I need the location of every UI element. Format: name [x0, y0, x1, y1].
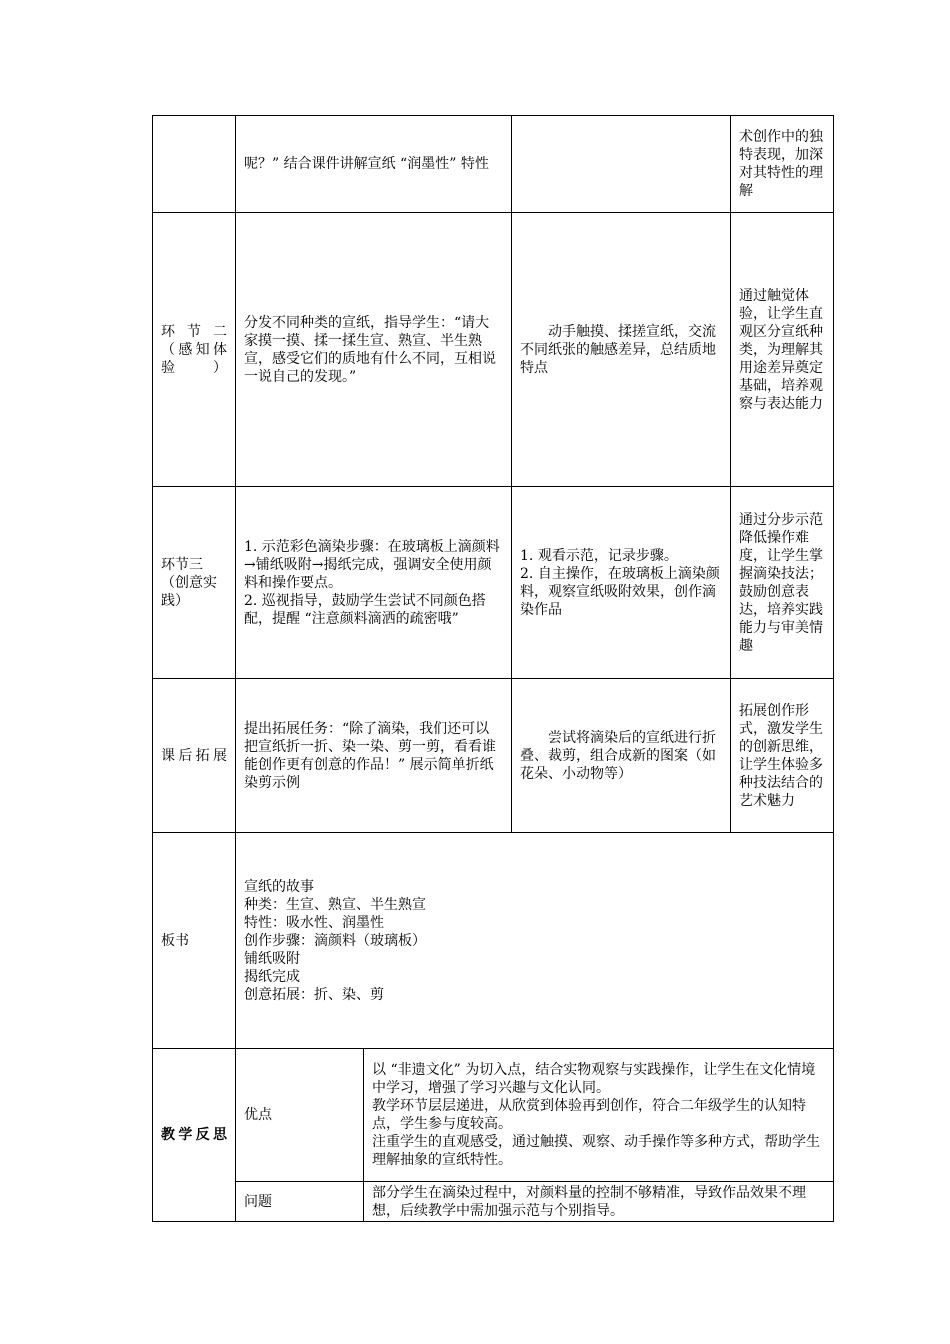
design-intent-cell: 通过触觉体验，让学生直观区分宣纸种类，为理解其用途差异奠定基础，培养观察与表达能力 — [731, 213, 834, 487]
student-step-1: 1. 观看示范，记录步骤。 — [520, 547, 678, 564]
table-row-reflection-cons — [153, 1182, 834, 1222]
teacher-step-2: 2. 巡视指导，鼓励学生尝试不同颜色搭配，提醒 “注意颜料滴洒的疏密哦” — [244, 592, 486, 627]
teacher-activity-cell: 呢？” 结合课件讲解宣纸 “润墨性” 特性 — [236, 116, 512, 213]
board-line: 揭纸完成 — [244, 968, 300, 985]
design-intent-cell: 术创作中的独特表现，加深对其特性的理解 — [731, 116, 834, 213]
design-intent-cell: 通过分步示范降低操作难度，让学生掌握滴染技法；鼓励创意表达，培养实践能力与审美情趣 — [731, 487, 834, 679]
cons-content-cell: 部分学生在滴染过程中，对颜料量的控制不够精准，导致作品效果不理想，后续教学中需加强示范与个别指导。 — [364, 1182, 834, 1222]
board-line: 铺纸吸附 — [244, 950, 300, 967]
board-label-cell: 板书 — [153, 833, 236, 1049]
student-activity-cell: 尝试将滴染后的宣纸进行折叠、裁剪，组合成新的图案（如花朵、小动物等） — [512, 679, 731, 833]
pros-content-cell — [364, 1049, 834, 1182]
board-line: 种类：生宣、熟宣、半生熟宣 — [244, 896, 426, 913]
table-row-stage-3 — [153, 487, 834, 679]
student-activity-cell — [512, 487, 731, 679]
teacher-activity-cell: 分发不同种类的宣纸，指导学生：“请大家摸一摸、揉一揉生宣、熟宣、半生熟宣，感受它们的质地有什么不同，互相说一说自己的发现。” — [236, 213, 512, 487]
board-line: 特性：吸水性、润墨性 — [244, 914, 384, 931]
board-line: 创意拓展：折、染、剪 — [244, 986, 384, 1003]
table-row-continuation — [153, 116, 834, 213]
design-intent-cell: 拓展创作形式，激发学生的创新思维，让学生体验多种技法结合的艺术魅力 — [731, 679, 834, 833]
student-step-2: 2. 自主操作，在玻璃板上滴染颜料，观察宣纸吸附效果，创作滴染作品 — [520, 565, 720, 618]
table-row-reflection-pros — [153, 1049, 834, 1182]
student-activity-cell — [512, 116, 731, 213]
table-row-board — [153, 833, 834, 1049]
stage-label-cell: 课后拓展 — [153, 679, 236, 833]
teacher-activity-cell: 提出拓展任务：“除了滴染，我们还可以把宣纸折一折、染一染、剪一剪，看看谁能创作更有创意的作品！” 展示简单折纸染剪示例 — [236, 679, 512, 833]
reflection-label-cell: 教学反思 — [153, 1049, 236, 1222]
teacher-step-1: 1. 示范彩色滴染步骤：在玻璃板上滴颜料→铺纸吸附→揭纸完成，强调安全使用颜料和操作要点。 — [244, 538, 500, 591]
student-activity-cell: 动手触摸、揉搓宣纸，交流不同纸张的触感差异，总结质地特点 — [512, 213, 731, 487]
stage-label-cell: 环节二（感知体验） — [153, 213, 236, 487]
table-row-stage-2 — [153, 213, 834, 487]
pros-label-cell: 优点 — [236, 1049, 364, 1182]
stage-label-cell: 环节三（创意实践） — [153, 487, 236, 679]
board-content-cell — [236, 833, 834, 1049]
cons-label-cell: 问题 — [236, 1182, 364, 1222]
pros-item: 以 “非遗文化” 为切入点，结合实物观察与实践操作，让学生在文化情境中学习，增强了学习兴趣与文化认同。 — [372, 1062, 816, 1096]
table-row-extension — [153, 679, 834, 833]
pros-item: 教学环节层层递进，从欣赏到体验再到创作，符合二年级学生的认知特点，学生参与度较高。 — [372, 1098, 806, 1132]
stage-label-cell — [153, 116, 236, 213]
board-line: 创作步骤：滴颜料（玻璃板） — [244, 932, 426, 949]
teacher-activity-cell — [236, 487, 512, 679]
board-line: 宣纸的故事 — [244, 878, 314, 895]
pros-item: 注重学生的直观感受，通过触摸、观察、动手操作等多种方式，帮助学生理解抽象的宣纸特性。 — [372, 1134, 820, 1168]
lesson-plan-table — [152, 115, 834, 1222]
